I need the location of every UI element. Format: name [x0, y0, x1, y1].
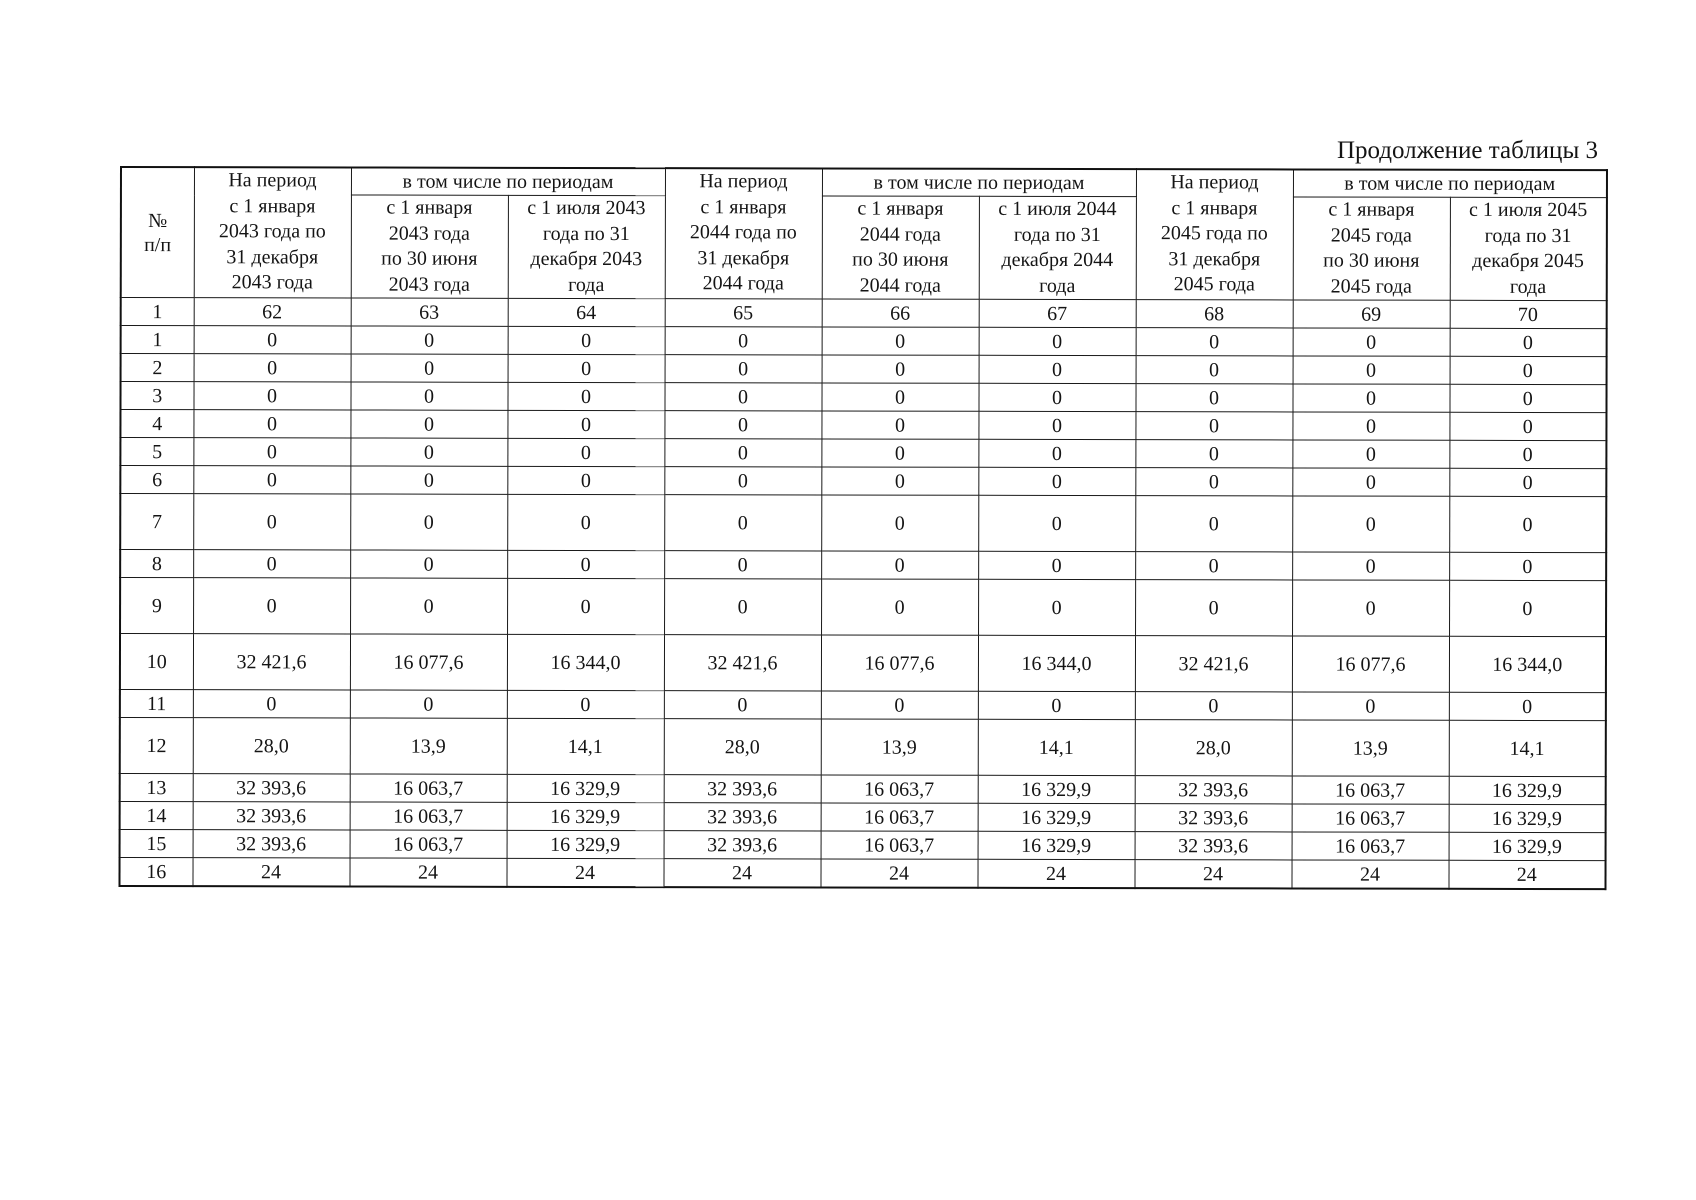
- data-table: [118, 166, 1608, 890]
- value-cell: 0: [1292, 552, 1449, 580]
- value-cell: 16 063,7: [1292, 776, 1449, 804]
- row-number-cell: 7: [120, 494, 193, 550]
- value-cell: 32 393,6: [1135, 804, 1292, 832]
- value-cell: 0: [821, 383, 978, 411]
- value-cell: 32 393,6: [193, 802, 350, 830]
- value-cell: 0: [193, 438, 350, 466]
- value-cell: 16 063,7: [350, 802, 507, 830]
- value-cell: 13,9: [1292, 720, 1449, 776]
- value-cell: 32 393,6: [664, 831, 821, 859]
- value-cell: 0: [664, 579, 821, 635]
- value-cell: 0: [979, 355, 1136, 383]
- header-annual-2043: На период с 1 января 2043 года по 31 декабря 2043 года: [194, 167, 351, 298]
- value-cell: 0: [978, 495, 1135, 551]
- value-cell: 16 329,9: [1449, 804, 1606, 832]
- value-cell: 24: [1291, 860, 1448, 889]
- row-number-cell: 1: [121, 326, 194, 354]
- value-cell: 0: [1136, 356, 1293, 384]
- value-cell: 0: [979, 327, 1136, 355]
- value-cell: 16 344,0: [507, 634, 664, 690]
- value-cell: 0: [821, 411, 978, 439]
- value-cell: 0: [1292, 440, 1449, 468]
- value-cell: 0: [193, 578, 350, 634]
- value-cell: 0: [664, 411, 821, 439]
- value-cell: 32 421,6: [664, 635, 821, 691]
- row-number-cell: 15: [120, 830, 193, 858]
- value-cell: 28,0: [193, 718, 350, 774]
- value-cell: 0: [351, 354, 508, 382]
- row-number-cell: 10: [120, 634, 193, 690]
- value-cell: 16 063,7: [1292, 832, 1449, 860]
- value-cell: 0: [507, 382, 664, 410]
- value-cell: 0: [822, 327, 979, 355]
- row-number-cell: 13: [120, 774, 193, 802]
- table-row: [120, 466, 1606, 497]
- row-number-cell: 11: [120, 690, 193, 718]
- value-cell: 14,1: [1449, 720, 1606, 776]
- value-cell: 0: [1292, 384, 1449, 412]
- value-cell: 0: [350, 550, 507, 578]
- value-cell: 0: [193, 690, 350, 718]
- header-annual-2044: На период с 1 января 2044 года по 31 декабря 2044 года: [665, 168, 822, 299]
- value-cell: 0: [978, 467, 1135, 495]
- value-cell: 0: [821, 579, 978, 635]
- value-cell: 0: [665, 327, 822, 355]
- value-cell: 0: [664, 495, 821, 551]
- header-h2-2043: с 1 июля 2043 года по 31 декабря 2043 года: [508, 195, 665, 298]
- value-cell: 0: [350, 382, 507, 410]
- value-cell: 0: [194, 354, 351, 382]
- value-cell: 16 329,9: [978, 803, 1135, 831]
- value-cell: 0: [507, 550, 664, 578]
- value-cell: 0: [507, 410, 664, 438]
- value-cell: 0: [350, 438, 507, 466]
- row-number-cell: 16: [119, 858, 192, 887]
- value-cell: 0: [1292, 692, 1449, 720]
- value-cell: 0: [978, 551, 1135, 579]
- value-cell: 0: [193, 466, 350, 494]
- table-row: [120, 802, 1606, 833]
- value-cell: 16 063,7: [350, 830, 507, 858]
- value-cell: 16 329,9: [978, 831, 1135, 859]
- value-cell: 0: [1292, 412, 1449, 440]
- column-number-cell: 63: [351, 298, 508, 326]
- value-cell: 0: [821, 691, 978, 719]
- row-number-cell: 3: [120, 382, 193, 410]
- value-cell: 0: [1135, 384, 1292, 412]
- value-cell: 28,0: [1135, 720, 1292, 776]
- value-cell: 0: [350, 466, 507, 494]
- value-cell: 0: [978, 383, 1135, 411]
- value-cell: 24: [977, 859, 1134, 888]
- header-h2-2044: с 1 июля 2044 года по 31 декабря 2044 года: [979, 196, 1136, 299]
- value-cell: 16 077,6: [1292, 636, 1449, 692]
- value-cell: 16 329,9: [978, 775, 1135, 803]
- row-number-cell: 4: [120, 410, 193, 438]
- value-cell: 0: [1292, 580, 1449, 636]
- header-group-2043: в том числе по периодам: [351, 167, 665, 195]
- value-cell: 0: [1450, 328, 1607, 356]
- column-number-cell: 64: [508, 298, 665, 326]
- value-cell: 16 063,7: [821, 803, 978, 831]
- value-cell: 0: [507, 438, 664, 466]
- table-row: [121, 326, 1607, 357]
- value-cell: 0: [821, 439, 978, 467]
- value-cell: 0: [507, 466, 664, 494]
- value-cell: 0: [350, 578, 507, 634]
- value-cell: 0: [978, 411, 1135, 439]
- table-row: [119, 858, 1605, 890]
- value-cell: 0: [1135, 552, 1292, 580]
- value-cell: 32 393,6: [664, 775, 821, 803]
- row-number-cell: 8: [120, 550, 193, 578]
- value-cell: 32 393,6: [664, 803, 821, 831]
- table-row: [120, 774, 1606, 805]
- value-cell: 16 344,0: [978, 635, 1135, 691]
- table-row: [120, 634, 1606, 693]
- value-cell: 0: [664, 691, 821, 719]
- value-cell: 0: [664, 383, 821, 411]
- value-cell: 0: [1449, 496, 1606, 552]
- value-cell: 0: [1135, 580, 1292, 636]
- header-group-2044: в том числе по периодам: [822, 168, 1136, 196]
- value-cell: 0: [1449, 440, 1606, 468]
- value-cell: 0: [822, 355, 979, 383]
- column-number-cell: 66: [822, 299, 979, 327]
- value-cell: 32 393,6: [193, 830, 350, 858]
- value-cell: 0: [1449, 412, 1606, 440]
- column-number-cell: 67: [979, 299, 1136, 327]
- value-cell: 0: [1292, 468, 1449, 496]
- table-row: [120, 438, 1606, 469]
- table-row: [120, 830, 1606, 861]
- table-row: [120, 550, 1606, 581]
- value-cell: 16 077,6: [821, 635, 978, 691]
- value-cell: 14,1: [507, 718, 664, 774]
- header-group-2045: в том числе по периодам: [1293, 169, 1607, 197]
- value-cell: 0: [978, 439, 1135, 467]
- value-cell: 0: [1135, 692, 1292, 720]
- value-cell: 0: [350, 494, 507, 550]
- column-number-cell: 70: [1450, 300, 1607, 328]
- value-cell: 0: [507, 690, 664, 718]
- value-cell: 28,0: [664, 719, 821, 775]
- value-cell: 13,9: [821, 719, 978, 775]
- value-cell: 16 063,7: [1292, 804, 1449, 832]
- value-cell: 32 393,6: [193, 774, 350, 802]
- row-number-cell: 14: [120, 802, 193, 830]
- column-number-cell: 68: [1136, 300, 1293, 328]
- value-cell: 0: [664, 551, 821, 579]
- value-cell: 0: [664, 467, 821, 495]
- value-cell: 0: [508, 326, 665, 354]
- row-number-cell: 12: [120, 718, 193, 774]
- value-cell: 0: [1292, 496, 1449, 552]
- value-cell: 16 329,9: [507, 802, 664, 830]
- value-cell: 0: [1449, 692, 1606, 720]
- value-cell: 24: [192, 858, 349, 887]
- value-cell: 32 393,6: [1135, 776, 1292, 804]
- header-num: № п/п: [121, 167, 194, 298]
- header-h1-2043: с 1 января 2043 года по 30 июня 2043 года: [351, 195, 508, 298]
- value-cell: 0: [507, 578, 664, 634]
- table-row: [120, 718, 1606, 777]
- table-row: [120, 494, 1606, 553]
- value-cell: 0: [508, 354, 665, 382]
- value-cell: 0: [350, 690, 507, 718]
- value-cell: 0: [1449, 580, 1606, 636]
- value-cell: 16 329,9: [1449, 776, 1606, 804]
- header-annual-2045: На период с 1 января 2045 года по 31 декабря 2045 года: [1136, 169, 1293, 300]
- table-row: [120, 690, 1606, 721]
- value-cell: 32 421,6: [193, 634, 350, 690]
- value-cell: 0: [350, 410, 507, 438]
- value-cell: 32 421,6: [1135, 636, 1292, 692]
- value-cell: 16 063,7: [350, 774, 507, 802]
- row-number-cell: 9: [120, 578, 193, 634]
- table-row: [120, 410, 1606, 441]
- value-cell: 0: [1136, 328, 1293, 356]
- value-cell: 24: [1448, 860, 1605, 889]
- value-cell: 16 344,0: [1449, 636, 1606, 692]
- value-cell: 0: [1135, 496, 1292, 552]
- table-row: [121, 354, 1607, 385]
- value-cell: 0: [821, 495, 978, 551]
- value-cell: 0: [507, 494, 664, 550]
- value-cell: 24: [1134, 860, 1291, 889]
- value-cell: 0: [821, 551, 978, 579]
- value-cell: 0: [1293, 328, 1450, 356]
- value-cell: 16 329,9: [507, 830, 664, 858]
- value-cell: 14,1: [978, 719, 1135, 775]
- value-cell: 24: [820, 859, 977, 888]
- value-cell: 0: [1135, 468, 1292, 496]
- value-cell: 32 393,6: [1135, 832, 1292, 860]
- column-number-cell: 69: [1293, 300, 1450, 328]
- header-h1-2044: с 1 января 2044 года по 30 июня 2044 года: [822, 196, 979, 299]
- value-cell: 0: [1449, 552, 1606, 580]
- value-cell: 13,9: [350, 718, 507, 774]
- header-row-top: [121, 167, 1607, 198]
- column-number-cell: 62: [194, 298, 351, 326]
- value-cell: 24: [663, 859, 820, 888]
- value-cell: 0: [664, 439, 821, 467]
- value-cell: 16 063,7: [821, 775, 978, 803]
- column-number-cell: 65: [665, 299, 822, 327]
- value-cell: 0: [1449, 384, 1606, 412]
- value-cell: 16 329,9: [507, 774, 664, 802]
- table-row: [120, 578, 1606, 637]
- value-cell: 0: [978, 691, 1135, 719]
- value-cell: 0: [351, 326, 508, 354]
- table-row: [120, 382, 1606, 413]
- column-number-row: [121, 298, 1607, 329]
- value-cell: 16 329,9: [1449, 832, 1606, 860]
- value-cell: 0: [193, 410, 350, 438]
- row-number-cell: 6: [120, 466, 193, 494]
- value-cell: 24: [349, 858, 506, 887]
- value-cell: 16 077,6: [350, 634, 507, 690]
- value-cell: 0: [1135, 412, 1292, 440]
- value-cell: 24: [506, 858, 663, 887]
- value-cell: 0: [1135, 440, 1292, 468]
- row-number-cell: 5: [120, 438, 193, 466]
- value-cell: 0: [821, 467, 978, 495]
- column-number-cell: 1: [121, 298, 194, 326]
- value-cell: 0: [978, 579, 1135, 635]
- value-cell: 0: [193, 382, 350, 410]
- value-cell: 0: [194, 326, 351, 354]
- row-number-cell: 2: [121, 354, 194, 382]
- value-cell: 0: [193, 550, 350, 578]
- value-cell: 0: [1449, 468, 1606, 496]
- table-caption: Продолжение таблицы 3: [1336, 137, 1598, 164]
- value-cell: 0: [665, 355, 822, 383]
- value-cell: 0: [193, 494, 350, 550]
- value-cell: 0: [1293, 356, 1450, 384]
- value-cell: 0: [1450, 356, 1607, 384]
- header-h2-2045: с 1 июля 2045 года по 31 декабря 2045 года: [1450, 197, 1607, 300]
- header-h1-2045: с 1 января 2045 года по 30 июня 2045 года: [1293, 197, 1450, 300]
- value-cell: 16 063,7: [821, 831, 978, 859]
